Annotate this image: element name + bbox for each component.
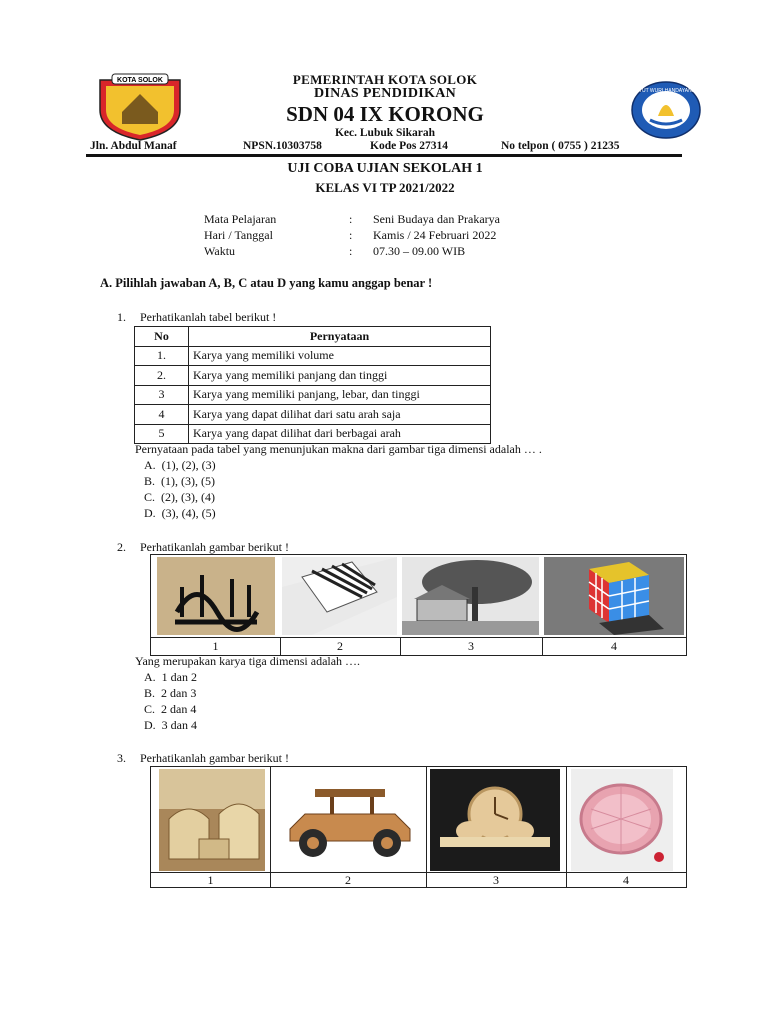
- option-letter: B.: [144, 686, 156, 700]
- table-header-no: No: [135, 327, 189, 347]
- q1-number: 1.: [117, 310, 126, 324]
- row-statement: Karya yang memiliki panjang dan tinggi: [189, 366, 491, 386]
- image-label: 1: [212, 639, 219, 653]
- phone: No telpon ( 0755 ) 21235: [501, 140, 620, 152]
- row-number: 5: [135, 424, 189, 444]
- q3-image-grid: [150, 766, 687, 888]
- image-label: 1: [207, 873, 214, 887]
- header-divider: [86, 154, 682, 157]
- row-statement: Karya yang dapat dilihat dari satu arah saja: [189, 405, 491, 425]
- q1-question: Pernyataan pada tabel yang menunjukan makna dari gambar tiga dimensi adalah … .: [135, 442, 542, 456]
- npsn: NPSN.10303758: [243, 140, 322, 152]
- q3-number: 3.: [117, 751, 126, 765]
- table-row: [135, 424, 491, 444]
- right-logo-text: TUT WURI HANDAYANI: [638, 88, 694, 94]
- rattan-furniture-image: [159, 769, 265, 871]
- image-label: 2: [345, 873, 351, 887]
- calligraphy-image: [157, 557, 275, 635]
- header-line2: DINAS PENDIDIKAN: [313, 86, 457, 101]
- option-letter: D.: [144, 506, 156, 520]
- left-logo: [92, 72, 188, 142]
- image-label: 2: [337, 639, 343, 653]
- option-letter: D.: [144, 718, 156, 732]
- q2-image-grid: [150, 554, 687, 656]
- table-row: [135, 346, 491, 366]
- option[interactable]: [144, 670, 197, 686]
- row-number: 4: [135, 405, 189, 425]
- q2-label-divider: [151, 637, 686, 638]
- q3-prompt: Perhatikanlah gambar berikut !: [140, 751, 289, 765]
- row-number: 3: [135, 385, 189, 405]
- q1-table: [134, 326, 491, 444]
- address: Jln. Abdul Manaf: [90, 140, 177, 152]
- q2-prompt: Perhatikanlah gambar berikut !: [140, 540, 289, 554]
- info-value: Kamis / 24 Februari 2022: [373, 228, 497, 242]
- info-value: 07.30 – 09.00 WIB: [373, 244, 466, 258]
- row-number: 1.: [135, 346, 189, 366]
- q2-options: [144, 670, 197, 734]
- row-statement: Karya yang memiliki volume: [189, 346, 491, 366]
- info-colon: :: [349, 212, 353, 226]
- school-name: SDN 04 IX KORONG: [286, 102, 484, 126]
- info-row: [204, 228, 604, 244]
- info-block: [204, 212, 604, 260]
- section-a-instruction: A. Pilihlah jawaban A, B, C atau D yang kamu anggap benar !: [100, 276, 433, 290]
- cell-divider: [566, 767, 567, 887]
- option[interactable]: [144, 474, 216, 490]
- option-letter: A.: [144, 670, 156, 684]
- q1-prompt: Perhatikanlah tabel berikut !: [140, 310, 277, 324]
- option-text: 3 dan 4: [161, 718, 197, 732]
- image-label: 3: [468, 639, 474, 653]
- option[interactable]: [144, 506, 216, 522]
- pink-basket-image: [571, 769, 673, 871]
- info-row: [204, 244, 604, 260]
- option-letter: C.: [144, 490, 156, 504]
- option-text: (1), (3), (5): [161, 474, 215, 488]
- row-statement: Karya yang dapat dilihat dari berbagai arah: [189, 424, 491, 444]
- stairs-drawing-image: [282, 557, 397, 635]
- rubik-cube-image: [544, 557, 684, 635]
- image-label: 4: [611, 639, 617, 653]
- option-letter: B.: [144, 474, 156, 488]
- table-row: [135, 405, 491, 425]
- cell-divider: [426, 767, 427, 887]
- option[interactable]: [144, 702, 197, 718]
- row-number: 2.: [135, 366, 189, 386]
- option-text: (2), (3), (4): [161, 490, 215, 504]
- option-text: (1), (2), (3): [161, 458, 216, 472]
- q1-options: [144, 458, 216, 522]
- info-row: [204, 212, 604, 228]
- option-text: 2 dan 4: [161, 702, 197, 716]
- image-label: 3: [493, 873, 499, 887]
- district: Kec. Lubuk Sikarah: [334, 127, 436, 139]
- wooden-car-image: [275, 769, 421, 871]
- class-title: KELAS VI TP 2021/2022: [315, 180, 455, 195]
- info-colon: :: [349, 228, 353, 242]
- table-header-statement: Pernyataan: [189, 327, 491, 347]
- option-text: (3), (4), (5): [161, 506, 216, 520]
- info-label: Hari / Tanggal: [204, 228, 273, 242]
- option[interactable]: [144, 490, 216, 506]
- option-letter: C.: [144, 702, 156, 716]
- table-row: [135, 366, 491, 386]
- info-label: Waktu: [204, 244, 236, 258]
- option[interactable]: [144, 718, 197, 734]
- option-letter: A.: [144, 458, 156, 472]
- image-label: 4: [623, 873, 629, 887]
- info-colon: :: [349, 244, 353, 258]
- info-label: Mata Pelajaran: [204, 212, 277, 226]
- info-value: Seni Budaya dan Prakarya: [373, 212, 500, 226]
- landscape-sketch-image: [402, 557, 539, 635]
- exam-title: UJI COBA UJIAN SEKOLAH 1: [287, 161, 483, 176]
- option[interactable]: [144, 458, 216, 474]
- q2-question: Yang merupakan karya tiga dimensi adalah ….: [135, 654, 361, 668]
- table-row: [135, 385, 491, 405]
- postcode: Kode Pos 27314: [370, 140, 448, 152]
- right-logo: [630, 80, 702, 140]
- option[interactable]: [144, 686, 197, 702]
- cell-divider: [270, 767, 271, 887]
- row-statement: Karya yang memiliki panjang, lebar, dan tinggi: [189, 385, 491, 405]
- option-text: 1 dan 2: [161, 670, 197, 684]
- header-line1: PEMERINTAH KOTA SOLOK: [292, 72, 478, 87]
- left-logo-text: KOTA SOLOK: [117, 77, 163, 84]
- option-text: 2 dan 3: [161, 686, 197, 700]
- wooden-clock-image: [430, 769, 560, 871]
- q2-number: 2.: [117, 540, 126, 554]
- table-header-row: [135, 327, 491, 347]
